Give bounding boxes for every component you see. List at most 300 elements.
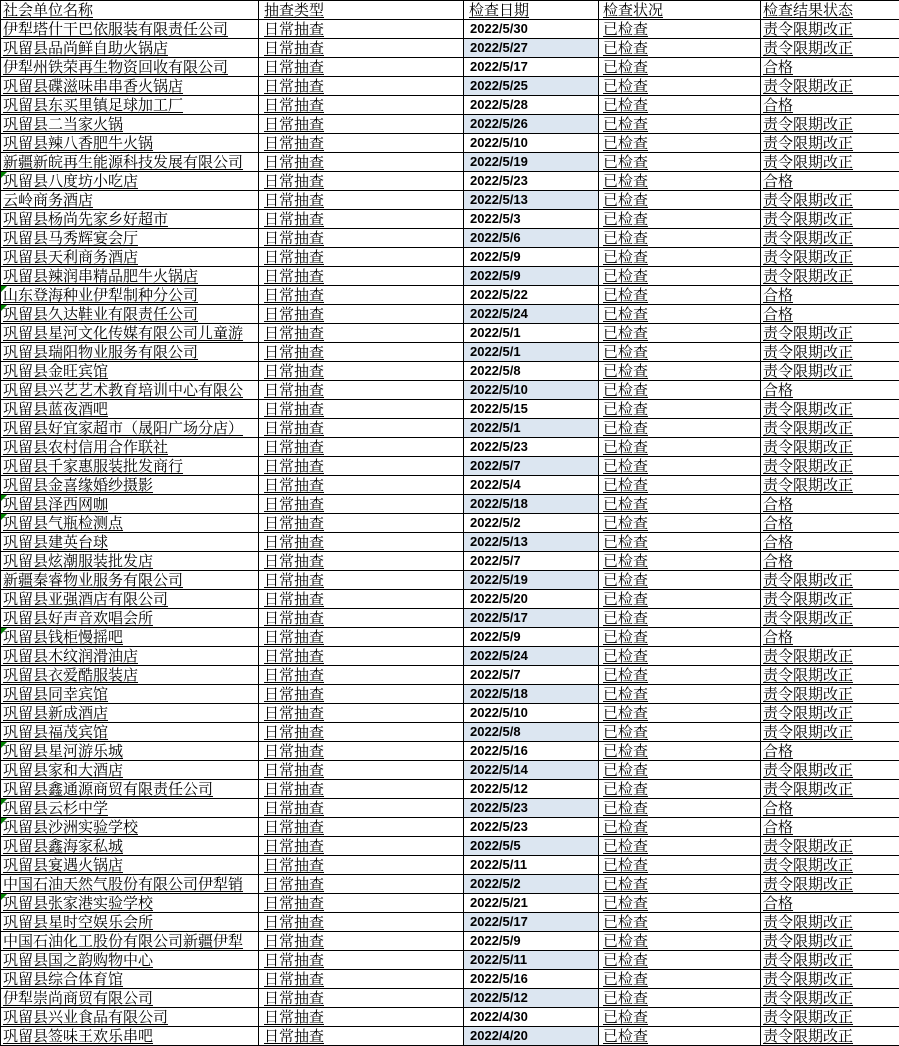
cell-result-status[interactable] <box>761 951 899 970</box>
cell-sample-type[interactable] <box>259 666 464 685</box>
cell-inspect-date[interactable]: 2022/5/23 <box>464 799 599 818</box>
cell-unit-name[interactable] <box>1 362 259 381</box>
cell-inspect-status[interactable] <box>599 20 761 39</box>
inspect-status-text: 已检查 <box>603 932 649 950</box>
cell-sample-type[interactable] <box>259 324 464 343</box>
cell-unit-name[interactable] <box>1 58 259 77</box>
cell-inspect-status[interactable] <box>599 400 761 419</box>
cell-result-status[interactable] <box>761 115 899 134</box>
cell-unit-name[interactable] <box>1 115 259 134</box>
unit-name-text: 巩留县鑫海家私城 <box>3 837 124 855</box>
col-header-result-status[interactable] <box>761 1 899 20</box>
cell-inspect-status[interactable] <box>599 894 761 913</box>
cell-inspect-status[interactable] <box>599 875 761 894</box>
cell-unit-name[interactable] <box>1 229 259 248</box>
cell-unit-name[interactable] <box>1 381 259 400</box>
cell-result-status[interactable] <box>761 856 899 875</box>
cell-sample-type[interactable] <box>259 989 464 1008</box>
cell-inspect-date[interactable]: 2022/5/7 <box>464 457 599 476</box>
cell-result-status[interactable] <box>761 742 899 761</box>
cell-result-status[interactable] <box>761 134 899 153</box>
cell-unit-name[interactable] <box>1 419 259 438</box>
cell-inspect-status[interactable] <box>599 628 761 647</box>
cell-result-status[interactable] <box>761 172 899 191</box>
cell-result-status[interactable] <box>761 837 899 856</box>
cell-unit-name[interactable] <box>1 989 259 1008</box>
cell-inspect-date[interactable]: 2022/4/30 <box>464 1008 599 1027</box>
cell-inspect-status[interactable] <box>599 343 761 362</box>
cell-sample-type[interactable] <box>259 419 464 438</box>
sample-type-text: 日常抽查 <box>264 229 325 247</box>
cell-inspect-date[interactable]: 2022/5/17 <box>464 913 599 932</box>
cell-inspect-date[interactable]: 2022/5/28 <box>464 96 599 115</box>
cell-sample-type[interactable] <box>259 381 464 400</box>
table-row <box>1 761 899 780</box>
cell-unit-name[interactable] <box>1 647 259 666</box>
cell-inspect-status[interactable] <box>599 647 761 666</box>
cell-unit-name[interactable] <box>1 286 259 305</box>
cell-result-status[interactable] <box>761 799 899 818</box>
cell-unit-name[interactable] <box>1 514 259 533</box>
cell-inspect-date[interactable]: 2022/5/12 <box>464 989 599 1008</box>
cell-inspect-status[interactable] <box>599 58 761 77</box>
cell-unit-name[interactable] <box>1 780 259 799</box>
cell-sample-type[interactable] <box>259 229 464 248</box>
cell-result-status[interactable] <box>761 894 899 913</box>
cell-inspect-status[interactable] <box>599 267 761 286</box>
cell-inspect-status[interactable] <box>599 191 761 210</box>
inspect-status-text: 已检查 <box>603 20 649 38</box>
cell-unit-name[interactable] <box>1 39 259 58</box>
cell-inspect-date[interactable]: 2022/5/8 <box>464 362 599 381</box>
cell-inspect-date[interactable]: 2022/5/2 <box>464 514 599 533</box>
cell-inspect-status[interactable] <box>599 381 761 400</box>
cell-inspect-status[interactable] <box>599 457 761 476</box>
cell-sample-type[interactable] <box>259 134 464 153</box>
inspect-status-text: 已检查 <box>603 305 649 323</box>
cell-inspect-status[interactable] <box>599 818 761 837</box>
cell-result-status[interactable] <box>761 495 899 514</box>
cell-result-status[interactable] <box>761 533 899 552</box>
cell-unit-name[interactable] <box>1 818 259 837</box>
cell-sample-type[interactable] <box>259 932 464 951</box>
cell-result-status[interactable] <box>761 248 899 267</box>
cell-sample-type[interactable] <box>259 894 464 913</box>
cell-inspect-date[interactable]: 2022/5/15 <box>464 400 599 419</box>
cell-sample-type[interactable] <box>259 552 464 571</box>
table-row <box>1 970 899 989</box>
cell-result-status[interactable] <box>761 229 899 248</box>
cell-sample-type[interactable] <box>259 362 464 381</box>
cell-unit-name[interactable] <box>1 799 259 818</box>
cell-sample-type[interactable] <box>259 476 464 495</box>
cell-inspect-date[interactable]: 2022/5/8 <box>464 723 599 742</box>
cell-inspect-status[interactable] <box>599 248 761 267</box>
cell-inspect-date[interactable]: 2022/5/18 <box>464 685 599 704</box>
cell-result-status[interactable] <box>761 647 899 666</box>
cell-inspect-status[interactable] <box>599 742 761 761</box>
cell-unit-name[interactable] <box>1 742 259 761</box>
cell-inspect-date[interactable]: 2022/5/1 <box>464 419 599 438</box>
cell-sample-type[interactable] <box>259 856 464 875</box>
cell-sample-type[interactable] <box>259 723 464 742</box>
cell-unit-name[interactable] <box>1 324 259 343</box>
cell-inspect-status[interactable] <box>599 419 761 438</box>
cell-result-status[interactable] <box>761 343 899 362</box>
cell-sample-type[interactable] <box>259 780 464 799</box>
cell-inspect-status[interactable] <box>599 115 761 134</box>
cell-inspect-status[interactable] <box>599 153 761 172</box>
cell-sample-type[interactable] <box>259 533 464 552</box>
cell-result-status[interactable] <box>761 609 899 628</box>
cell-inspect-status[interactable] <box>599 761 761 780</box>
cell-result-status[interactable] <box>761 96 899 115</box>
cell-inspect-date[interactable]: 2022/5/30 <box>464 20 599 39</box>
cell-unit-name[interactable] <box>1 191 259 210</box>
cell-unit-name[interactable] <box>1 552 259 571</box>
cell-inspect-date[interactable]: 2022/5/5 <box>464 837 599 856</box>
sample-type-text: 日常抽查 <box>264 1008 325 1026</box>
cell-sample-type[interactable] <box>259 913 464 932</box>
cell-result-status[interactable] <box>761 704 899 723</box>
cell-inspect-status[interactable] <box>599 913 761 932</box>
cell-sample-type[interactable] <box>259 628 464 647</box>
cell-unit-name[interactable] <box>1 837 259 856</box>
cell-inspect-date[interactable]: 2022/5/2 <box>464 875 599 894</box>
cell-unit-name[interactable] <box>1 609 259 628</box>
cell-inspect-status[interactable] <box>599 609 761 628</box>
cell-sample-type[interactable] <box>259 400 464 419</box>
cell-sample-type[interactable] <box>259 77 464 96</box>
cell-inspect-date[interactable]: 2022/5/23 <box>464 438 599 457</box>
cell-inspect-date[interactable]: 2022/5/10 <box>464 134 599 153</box>
inspect-status-text: 已检查 <box>603 457 649 475</box>
cell-inspect-date[interactable]: 2022/5/12 <box>464 780 599 799</box>
cell-inspect-date[interactable]: 2022/5/9 <box>464 267 599 286</box>
cell-result-status[interactable] <box>761 267 899 286</box>
cell-inspect-date[interactable]: 2022/5/1 <box>464 343 599 362</box>
unit-name-text: 巩留县沙洲实验学校 <box>3 818 139 836</box>
cell-inspect-status[interactable] <box>599 495 761 514</box>
cell-sample-type[interactable] <box>259 191 464 210</box>
cell-inspect-status[interactable] <box>599 77 761 96</box>
cell-inspect-status[interactable] <box>599 590 761 609</box>
cell-inspect-status[interactable] <box>599 552 761 571</box>
cell-inspect-date[interactable]: 2022/5/27 <box>464 39 599 58</box>
sample-type-text: 日常抽查 <box>264 134 325 152</box>
cell-inspect-date[interactable]: 2022/5/16 <box>464 970 599 989</box>
cell-inspect-date[interactable]: 2022/5/3 <box>464 210 599 229</box>
cell-result-status[interactable] <box>761 476 899 495</box>
cell-unit-name[interactable] <box>1 20 259 39</box>
col-header-unit-name[interactable] <box>1 1 259 20</box>
cell-result-status[interactable] <box>761 153 899 172</box>
cell-unit-name[interactable] <box>1 875 259 894</box>
cell-sample-type[interactable] <box>259 590 464 609</box>
inspect-status-text: 已检查 <box>603 685 649 703</box>
cell-inspect-status[interactable] <box>599 286 761 305</box>
cell-inspect-date[interactable]: 2022/5/26 <box>464 115 599 134</box>
cell-sample-type[interactable] <box>259 1008 464 1027</box>
cell-inspect-status[interactable] <box>599 438 761 457</box>
col-header-inspect-date[interactable] <box>464 1 599 20</box>
cell-unit-name[interactable] <box>1 438 259 457</box>
cell-sample-type[interactable] <box>259 457 464 476</box>
cell-inspect-date[interactable]: 2022/5/4 <box>464 476 599 495</box>
cell-inspect-date[interactable]: 2022/5/7 <box>464 666 599 685</box>
cell-inspect-status[interactable] <box>599 476 761 495</box>
cell-result-status[interactable] <box>761 628 899 647</box>
cell-unit-name[interactable] <box>1 400 259 419</box>
cell-inspect-date[interactable]: 2022/5/17 <box>464 58 599 77</box>
cell-inspect-date[interactable]: 2022/5/11 <box>464 951 599 970</box>
cell-sample-type[interactable] <box>259 172 464 191</box>
cell-inspect-date[interactable]: 2022/5/20 <box>464 590 599 609</box>
cell-unit-name[interactable] <box>1 590 259 609</box>
cell-unit-name[interactable] <box>1 153 259 172</box>
cell-inspect-status[interactable] <box>599 172 761 191</box>
cell-unit-name[interactable] <box>1 305 259 324</box>
cell-sample-type[interactable] <box>259 647 464 666</box>
cell-inspect-status[interactable] <box>599 134 761 153</box>
cell-inspect-status[interactable] <box>599 533 761 552</box>
cell-inspect-date[interactable]: 2022/5/22 <box>464 286 599 305</box>
cell-sample-type[interactable] <box>259 343 464 362</box>
cell-sample-type[interactable] <box>259 685 464 704</box>
cell-result-status[interactable] <box>761 286 899 305</box>
cell-result-status[interactable] <box>761 761 899 780</box>
cell-inspect-date[interactable]: 2022/5/25 <box>464 77 599 96</box>
cell-unit-name[interactable] <box>1 172 259 191</box>
cell-inspect-status[interactable] <box>599 210 761 229</box>
sample-type-text: 日常抽查 <box>264 400 325 418</box>
cell-inspect-status[interactable] <box>599 39 761 58</box>
cell-inspect-date[interactable]: 2022/5/16 <box>464 742 599 761</box>
cell-unit-name[interactable] <box>1 267 259 286</box>
cell-result-status[interactable] <box>761 571 899 590</box>
cell-sample-type[interactable] <box>259 58 464 77</box>
cell-inspect-status[interactable] <box>599 514 761 533</box>
col-header-sample-type[interactable] <box>259 1 464 20</box>
cell-result-status[interactable] <box>761 1027 899 1046</box>
cell-inspect-date[interactable]: 2022/5/9 <box>464 628 599 647</box>
col-header-inspect-status[interactable] <box>599 1 761 20</box>
cell-inspect-date[interactable]: 2022/5/10 <box>464 704 599 723</box>
cell-inspect-date[interactable]: 2022/5/14 <box>464 761 599 780</box>
cell-sample-type[interactable] <box>259 571 464 590</box>
cell-result-status[interactable] <box>761 875 899 894</box>
cell-inspect-status[interactable] <box>599 305 761 324</box>
cell-sample-type[interactable] <box>259 970 464 989</box>
cell-inspect-status[interactable] <box>599 685 761 704</box>
cell-inspect-status[interactable] <box>599 704 761 723</box>
cell-result-status[interactable] <box>761 1008 899 1027</box>
sample-type-text: 日常抽查 <box>264 666 325 684</box>
cell-unit-name[interactable] <box>1 495 259 514</box>
cell-inspect-status[interactable] <box>599 1027 761 1046</box>
cell-sample-type[interactable] <box>259 20 464 39</box>
sample-type-text: 日常抽查 <box>264 761 325 779</box>
cell-result-status[interactable] <box>761 970 899 989</box>
sample-type-text: 日常抽查 <box>264 362 325 380</box>
cell-unit-name[interactable] <box>1 476 259 495</box>
cell-unit-name[interactable] <box>1 1027 259 1046</box>
cell-result-status[interactable] <box>761 457 899 476</box>
result-status-text: 责令限期改正 <box>763 267 854 285</box>
result-status-text: 责令限期改正 <box>763 1008 854 1026</box>
cell-inspect-status[interactable] <box>599 229 761 248</box>
cell-inspect-date[interactable]: 2022/5/7 <box>464 552 599 571</box>
cell-inspect-date[interactable]: 2022/5/23 <box>464 818 599 837</box>
cell-result-status[interactable] <box>761 39 899 58</box>
cell-inspect-status[interactable] <box>599 856 761 875</box>
cell-inspect-date[interactable]: 2022/5/9 <box>464 932 599 951</box>
cell-result-status[interactable] <box>761 590 899 609</box>
cell-unit-name[interactable] <box>1 856 259 875</box>
cell-inspect-date[interactable]: 2022/5/18 <box>464 495 599 514</box>
cell-result-status[interactable] <box>761 58 899 77</box>
cell-unit-name[interactable] <box>1 628 259 647</box>
cell-inspect-date[interactable]: 2022/5/24 <box>464 647 599 666</box>
cell-unit-name[interactable] <box>1 913 259 932</box>
cell-result-status[interactable] <box>761 362 899 381</box>
cell-result-status[interactable] <box>761 989 899 1008</box>
cell-inspect-status[interactable] <box>599 970 761 989</box>
cell-sample-type[interactable] <box>259 761 464 780</box>
cell-result-status[interactable] <box>761 210 899 229</box>
cell-sample-type[interactable] <box>259 1027 464 1046</box>
cell-unit-name[interactable] <box>1 951 259 970</box>
cell-sample-type[interactable] <box>259 153 464 172</box>
cell-sample-type[interactable] <box>259 609 464 628</box>
cell-inspect-date[interactable]: 2022/5/21 <box>464 894 599 913</box>
cell-sample-type[interactable] <box>259 267 464 286</box>
cell-inspect-date[interactable]: 2022/5/10 <box>464 381 599 400</box>
cell-result-status[interactable] <box>761 324 899 343</box>
cell-inspect-status[interactable] <box>599 324 761 343</box>
cell-sample-type[interactable] <box>259 818 464 837</box>
cell-sample-type[interactable] <box>259 742 464 761</box>
cell-inspect-status[interactable] <box>599 571 761 590</box>
cell-inspect-date[interactable]: 2022/5/9 <box>464 248 599 267</box>
cell-result-status[interactable] <box>761 913 899 932</box>
cell-sample-type[interactable] <box>259 96 464 115</box>
sample-type-text: 日常抽查 <box>264 989 325 1007</box>
table-row <box>1 837 899 856</box>
cell-unit-name[interactable] <box>1 932 259 951</box>
cell-inspect-status[interactable] <box>599 723 761 742</box>
cell-inspect-status[interactable] <box>599 1008 761 1027</box>
cell-result-status[interactable] <box>761 438 899 457</box>
cell-inspect-status[interactable] <box>599 989 761 1008</box>
cell-sample-type[interactable] <box>259 305 464 324</box>
cell-inspect-date[interactable]: 2022/5/11 <box>464 856 599 875</box>
cell-sample-type[interactable] <box>259 704 464 723</box>
cell-sample-type[interactable] <box>259 438 464 457</box>
cell-unit-name[interactable] <box>1 571 259 590</box>
cell-sample-type[interactable] <box>259 248 464 267</box>
cell-unit-name[interactable] <box>1 457 259 476</box>
cell-inspect-date[interactable]: 2022/5/19 <box>464 571 599 590</box>
cell-sample-type[interactable] <box>259 39 464 58</box>
cell-unit-name[interactable] <box>1 704 259 723</box>
cell-sample-type[interactable] <box>259 514 464 533</box>
result-status-text: 合格 <box>763 514 794 532</box>
cell-inspect-status[interactable] <box>599 951 761 970</box>
cell-unit-name[interactable] <box>1 77 259 96</box>
cell-result-status[interactable] <box>761 932 899 951</box>
cell-result-status[interactable] <box>761 419 899 438</box>
cell-unit-name[interactable] <box>1 248 259 267</box>
cell-sample-type[interactable] <box>259 875 464 894</box>
cell-inspect-date[interactable]: 2022/5/13 <box>464 191 599 210</box>
cell-unit-name[interactable] <box>1 134 259 153</box>
cell-inspect-status[interactable] <box>599 666 761 685</box>
cell-result-status[interactable] <box>761 723 899 742</box>
cell-result-status[interactable] <box>761 666 899 685</box>
cell-unit-name[interactable] <box>1 761 259 780</box>
cell-inspect-status[interactable] <box>599 799 761 818</box>
cell-inspect-date[interactable]: 2022/5/19 <box>464 153 599 172</box>
table-row <box>1 685 899 704</box>
cell-unit-name[interactable] <box>1 685 259 704</box>
cell-result-status[interactable] <box>761 780 899 799</box>
cell-result-status[interactable] <box>761 514 899 533</box>
cell-unit-name[interactable] <box>1 970 259 989</box>
cell-unit-name[interactable] <box>1 894 259 913</box>
cell-sample-type[interactable] <box>259 115 464 134</box>
cell-unit-name[interactable] <box>1 210 259 229</box>
cell-sample-type[interactable] <box>259 951 464 970</box>
cell-sample-type[interactable] <box>259 837 464 856</box>
cell-result-status[interactable] <box>761 77 899 96</box>
cell-inspect-status[interactable] <box>599 96 761 115</box>
cell-result-status[interactable] <box>761 552 899 571</box>
cell-unit-name[interactable] <box>1 533 259 552</box>
cell-unit-name[interactable] <box>1 723 259 742</box>
cell-inspect-date[interactable]: 2022/5/17 <box>464 609 599 628</box>
cell-inspect-date[interactable]: 2022/5/6 <box>464 229 599 248</box>
cell-inspect-date[interactable]: 2022/5/13 <box>464 533 599 552</box>
cell-result-status[interactable] <box>761 191 899 210</box>
cell-inspect-status[interactable] <box>599 780 761 799</box>
cell-result-status[interactable] <box>761 685 899 704</box>
cell-sample-type[interactable] <box>259 799 464 818</box>
cell-result-status[interactable] <box>761 818 899 837</box>
cell-sample-type[interactable] <box>259 286 464 305</box>
cell-result-status[interactable] <box>761 305 899 324</box>
cell-sample-type[interactable] <box>259 495 464 514</box>
inspect-status-text: 已检查 <box>603 153 649 171</box>
cell-inspect-status[interactable] <box>599 362 761 381</box>
cell-inspect-date[interactable]: 2022/5/24 <box>464 305 599 324</box>
cell-inspect-date[interactable]: 2022/5/1 <box>464 324 599 343</box>
cell-result-status[interactable] <box>761 400 899 419</box>
sample-type-text: 日常抽查 <box>264 552 325 570</box>
cell-inspect-date[interactable]: 2022/5/23 <box>464 172 599 191</box>
cell-inspect-date[interactable]: 2022/4/20 <box>464 1027 599 1046</box>
result-status-text: 合格 <box>763 172 794 190</box>
cell-inspect-status[interactable] <box>599 932 761 951</box>
cell-inspect-status[interactable] <box>599 837 761 856</box>
cell-unit-name[interactable] <box>1 1008 259 1027</box>
cell-result-status[interactable] <box>761 20 899 39</box>
cell-sample-type[interactable] <box>259 210 464 229</box>
cell-unit-name[interactable] <box>1 343 259 362</box>
cell-result-status[interactable] <box>761 381 899 400</box>
cell-unit-name[interactable] <box>1 666 259 685</box>
cell-unit-name[interactable] <box>1 96 259 115</box>
